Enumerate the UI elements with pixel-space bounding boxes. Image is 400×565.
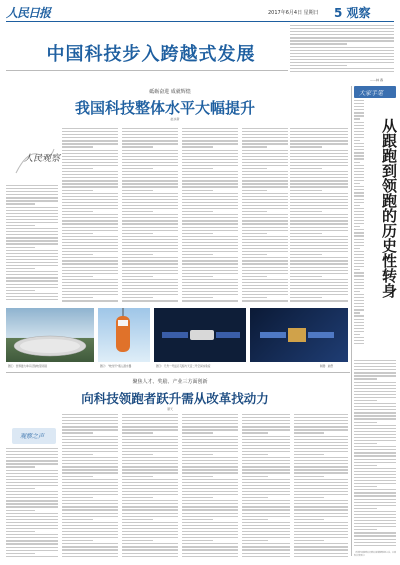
lead-col-2: [62, 128, 118, 305]
telescope-dish-icon: [6, 308, 94, 362]
section-name: 观察: [346, 6, 371, 20]
lead-col-4: [182, 128, 238, 305]
side-column-title: 从跟跑到领跑的历史性转身: [380, 118, 398, 298]
dateline: 2017年6月4日 星期日: [268, 10, 319, 16]
side-column-label: [354, 86, 396, 98]
lead-col-5: [242, 128, 288, 305]
second-col-2: [62, 414, 118, 560]
caption-submersible: 图②：“蛟龙号”载人潜水器: [100, 365, 132, 368]
lead-col-6: [290, 128, 348, 305]
lead-col-3: [122, 128, 178, 305]
page-number: 5: [334, 6, 343, 20]
spacecraft-icon: [154, 308, 246, 362]
image-submersible: [98, 308, 150, 362]
lead-byline: 赵永新: [170, 117, 180, 121]
section-rule: [6, 372, 350, 373]
second-col-4: [182, 414, 238, 560]
second-col-5: [242, 414, 290, 560]
column-divider: [351, 86, 352, 556]
satellite-icon: [250, 308, 348, 362]
image-radio-telescope: [6, 308, 94, 362]
second-headline: 向科技领跑者跃升需从改革找动力: [81, 391, 269, 406]
side-column-label-text: 大家手笔: [359, 90, 384, 97]
top-right-text: [290, 25, 394, 77]
page-section: [334, 4, 371, 21]
banner-headline: 中国科技步入跨越式发展: [46, 44, 256, 65]
bottom-label-text: 观察之声: [20, 433, 45, 440]
masthead-logo: 人民日报: [6, 6, 51, 20]
masthead-rule: [6, 21, 394, 22]
column-label-text: 人民观察: [24, 154, 61, 164]
second-col-1: [6, 448, 58, 560]
side-col-body: [354, 360, 396, 550]
image-satellite: [250, 308, 348, 362]
top-right-author: ——林 春: [370, 78, 383, 82]
bottom-label: [12, 428, 56, 444]
second-byline: 谭天: [166, 407, 173, 411]
second-kicker: 聚焦人才、奖励、产业三方面创新: [132, 379, 208, 385]
second-col-3: [122, 414, 178, 560]
photo-credit: 制图：赵偲: [320, 365, 333, 368]
lead-col-1: [6, 185, 58, 305]
submersible-icon: [98, 308, 150, 362]
image-spacecraft: [154, 308, 246, 362]
second-col-6: [294, 414, 348, 560]
banner-rule: [6, 70, 288, 71]
side-col-footer: （作者为国家科技部科技政策研究室主任，中国科技部部长）: [354, 552, 397, 557]
lead-headline: 我国科技整体水平大幅提升: [74, 99, 255, 117]
lead-kicker: 砥砺奋进 成就辉煌: [149, 89, 191, 95]
side-col-narrow: [354, 100, 364, 350]
caption-telescope: 图①：世界最大单口径射电望远镜: [8, 365, 47, 368]
column-label: [10, 143, 60, 183]
caption-spacecraft: 图③：天舟一号货运飞船与天宫二号空间实验室: [156, 365, 211, 368]
